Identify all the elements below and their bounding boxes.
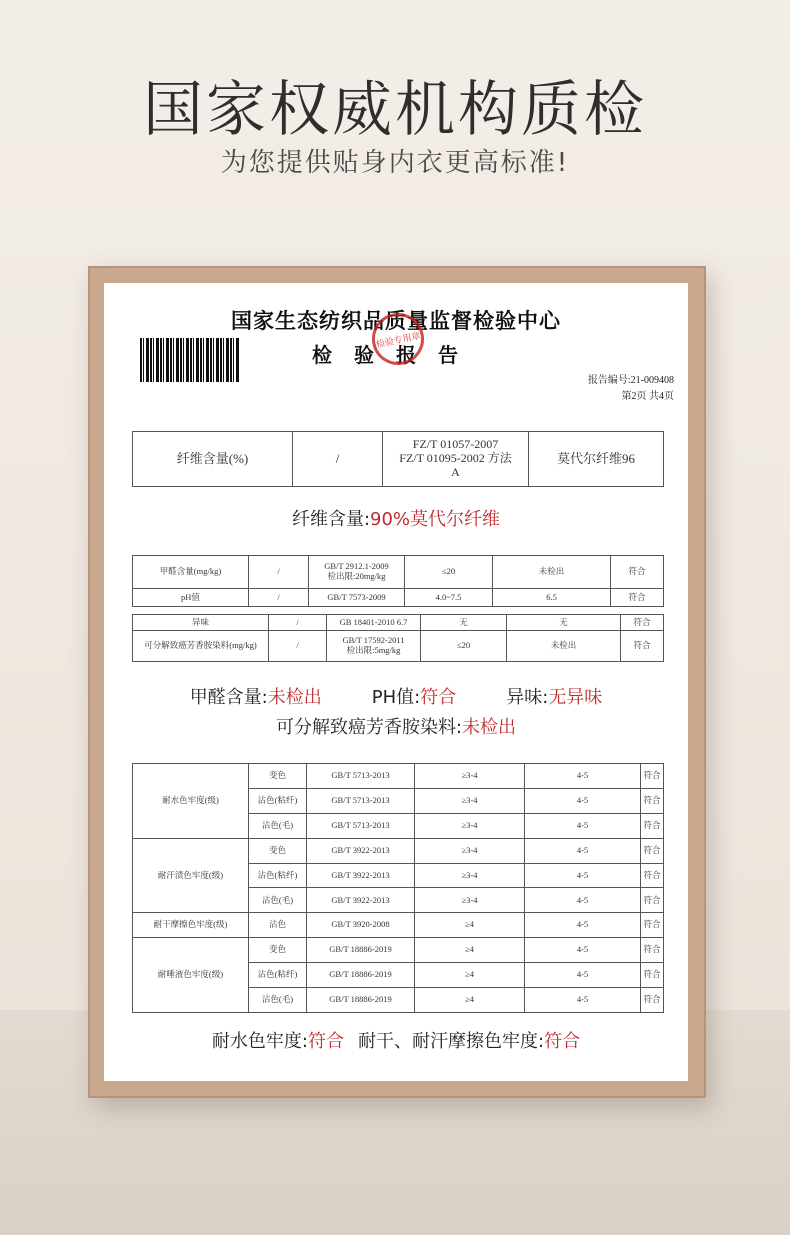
table-cell: GB/T 5713-2013 bbox=[307, 788, 415, 813]
table-cell: 4-5 bbox=[525, 838, 641, 863]
caption-value: 符合 bbox=[308, 1031, 344, 1052]
table-cell: 4-5 bbox=[525, 764, 641, 789]
method-line: GB/T 2912.1-2009 bbox=[324, 561, 389, 572]
caption-label: 可分解致癌芳香胺染料: bbox=[275, 717, 463, 738]
table-cell bbox=[383, 432, 529, 487]
table-cell: / bbox=[269, 631, 327, 662]
report-organization: 国家生态纺织品质量监督检验中心 bbox=[231, 309, 561, 333]
caption-value: 无异味 bbox=[548, 687, 603, 708]
table-cell: 符合 bbox=[641, 963, 664, 988]
group-name-cell: 耐水色牢度(级) bbox=[133, 764, 249, 839]
chemical-table-2 bbox=[132, 614, 664, 662]
table-cell: 6.5 bbox=[493, 589, 611, 607]
caption-label: 纤维含量: bbox=[291, 509, 371, 530]
chemical-table-1 bbox=[132, 555, 664, 607]
table-cell bbox=[309, 556, 405, 589]
table-cell: 符合 bbox=[641, 788, 664, 813]
hero-title: 国家权威机构质检 bbox=[143, 75, 647, 145]
table-cell: GB/T 18886-2019 bbox=[307, 938, 415, 963]
table-cell: 4-5 bbox=[525, 888, 641, 913]
table-row bbox=[133, 938, 664, 963]
table-cell: / bbox=[269, 615, 327, 631]
caption-value: 符合 bbox=[544, 1031, 581, 1052]
table-cell: 无 bbox=[421, 615, 507, 631]
method-line: FZ/T 01057-2007 bbox=[412, 437, 499, 452]
table-cell: GB/T 7573-2009 bbox=[309, 589, 405, 607]
table-cell: ≥3-4 bbox=[415, 888, 525, 913]
group-name-cell: 耐汗渍色牢度(级) bbox=[133, 838, 249, 913]
caption-value: 符合 bbox=[420, 687, 457, 708]
caption-value: 未检出 bbox=[267, 687, 322, 708]
table-cell: 异味 bbox=[133, 615, 269, 631]
table-cell: GB/T 5713-2013 bbox=[307, 813, 415, 838]
table-cell: ≥4 bbox=[415, 938, 525, 963]
table-cell: GB/T 3920-2008 bbox=[307, 913, 415, 938]
table-cell: 4-5 bbox=[525, 963, 641, 988]
method-line: A bbox=[451, 464, 460, 479]
color-fastness-table bbox=[132, 763, 664, 1013]
table-cell: GB/T 18886-2019 bbox=[307, 988, 415, 1013]
table-cell: 无 bbox=[507, 615, 621, 631]
table-row bbox=[133, 615, 664, 631]
table-cell: ≥4 bbox=[415, 913, 525, 938]
table-cell: 变色 bbox=[249, 764, 307, 789]
table-cell: ≥4 bbox=[415, 988, 525, 1013]
table-cell: ≥4 bbox=[415, 963, 525, 988]
table-cell: 4-5 bbox=[525, 863, 641, 888]
table-cell: 符合 bbox=[641, 863, 664, 888]
table-cell: 4-5 bbox=[525, 913, 641, 938]
table-cell: 沾色(粘纤) bbox=[249, 963, 307, 988]
table-cell: 符合 bbox=[641, 764, 664, 789]
table-cell: 4-5 bbox=[525, 788, 641, 813]
table-cell: 纤维含量(%) bbox=[133, 432, 293, 487]
table-cell: 甲醛含量(mg/kg) bbox=[133, 556, 249, 589]
table-cell: ≥3-4 bbox=[415, 788, 525, 813]
report-page-info: 第2页 共4页 bbox=[621, 391, 674, 402]
table-cell bbox=[327, 631, 421, 662]
test-report-document bbox=[104, 283, 688, 1081]
table-cell: 符合 bbox=[611, 556, 664, 589]
fiber-caption bbox=[104, 505, 688, 531]
table-cell: ≤20 bbox=[405, 556, 493, 589]
table-cell: GB/T 3922-2013 bbox=[307, 888, 415, 913]
table-cell: GB/T 3922-2013 bbox=[307, 863, 415, 888]
table-cell: 4-5 bbox=[525, 813, 641, 838]
table-cell: 变色 bbox=[249, 838, 307, 863]
table-row bbox=[133, 838, 664, 863]
table-cell: 沾色(毛) bbox=[249, 988, 307, 1013]
table-cell: 沾色(粘纤) bbox=[249, 863, 307, 888]
table-cell: 符合 bbox=[641, 838, 664, 863]
table-cell: 4.0~7.5 bbox=[405, 589, 493, 607]
table-row bbox=[133, 589, 664, 607]
table-cell: 可分解致癌芳香胺染料(mg/kg) bbox=[133, 631, 269, 662]
table-cell: 符合 bbox=[621, 631, 664, 662]
table-cell: / bbox=[293, 432, 383, 487]
table-cell: ≥3-4 bbox=[415, 838, 525, 863]
report-title: 检验报告 bbox=[312, 345, 480, 367]
table-cell: 沾色(粘纤) bbox=[249, 788, 307, 813]
table-cell: 莫代尔纤维96 bbox=[529, 432, 664, 487]
chemical-caption-line1 bbox=[104, 683, 688, 709]
barcode bbox=[140, 338, 240, 382]
table-cell: / bbox=[249, 556, 309, 589]
table-cell: 未检出 bbox=[507, 631, 621, 662]
table-cell: GB/T 5713-2013 bbox=[307, 764, 415, 789]
method-line: 检出限:20mg/kg bbox=[327, 571, 386, 582]
fastness-caption bbox=[104, 1027, 688, 1053]
caption-label: 耐水色牢度: bbox=[211, 1031, 308, 1052]
table-cell: 沾色 bbox=[249, 913, 307, 938]
hero-subtitle: 为您提供贴身内衣更高标准! bbox=[220, 148, 570, 178]
table-cell: 符合 bbox=[641, 913, 664, 938]
caption-value: 90%莫代尔纤维 bbox=[370, 509, 501, 530]
fiber-content-table bbox=[132, 431, 664, 487]
caption-label: 甲醛含量: bbox=[189, 687, 268, 708]
table-cell: 沾色(毛) bbox=[249, 813, 307, 838]
report-number: 报告编号:21-009408 bbox=[587, 375, 674, 386]
table-cell: ≥3-4 bbox=[415, 764, 525, 789]
table-row bbox=[133, 913, 664, 938]
method-line: GB/T 17592-2011 bbox=[342, 635, 405, 646]
table-cell: GB/T 3922-2013 bbox=[307, 838, 415, 863]
caption-label: 耐干、耐汗摩擦色牢度: bbox=[358, 1031, 545, 1052]
table-cell: 变色 bbox=[249, 938, 307, 963]
table-cell: 4-5 bbox=[525, 938, 641, 963]
table-cell: 符合 bbox=[641, 988, 664, 1013]
method-line: FZ/T 01095-2002 方法 bbox=[399, 451, 512, 466]
table-cell: GB 18401-2010 6.7 bbox=[327, 615, 421, 631]
table-cell: GB/T 18886-2019 bbox=[307, 963, 415, 988]
table-cell: 符合 bbox=[641, 938, 664, 963]
table-cell: ≥3-4 bbox=[415, 813, 525, 838]
table-cell: 未检出 bbox=[493, 556, 611, 589]
table-cell: ≤20 bbox=[421, 631, 507, 662]
table-row bbox=[133, 764, 664, 789]
table-row bbox=[133, 556, 664, 589]
table-cell: 符合 bbox=[641, 813, 664, 838]
table-cell: 符合 bbox=[621, 615, 664, 631]
table-row bbox=[133, 631, 664, 662]
table-cell: pH值 bbox=[133, 589, 249, 607]
table-cell: 4-5 bbox=[525, 988, 641, 1013]
group-name-cell: 耐唾液色牢度(级) bbox=[133, 938, 249, 1013]
chemical-caption-line2 bbox=[104, 713, 688, 739]
table-cell: 沾色(毛) bbox=[249, 888, 307, 913]
table-cell: 符合 bbox=[611, 589, 664, 607]
caption-label: 异味: bbox=[506, 687, 549, 708]
official-seal: 检验专用章 bbox=[367, 308, 429, 370]
table-cell: ≥3-4 bbox=[415, 863, 525, 888]
caption-value: 未检出 bbox=[462, 717, 517, 738]
group-name-cell: 耐干摩擦色牢度(级) bbox=[133, 913, 249, 938]
table-cell: 符合 bbox=[641, 888, 664, 913]
method-line: 检出限:5mg/kg bbox=[346, 645, 401, 656]
table-cell: / bbox=[249, 589, 309, 607]
caption-label: PH值: bbox=[371, 687, 421, 708]
